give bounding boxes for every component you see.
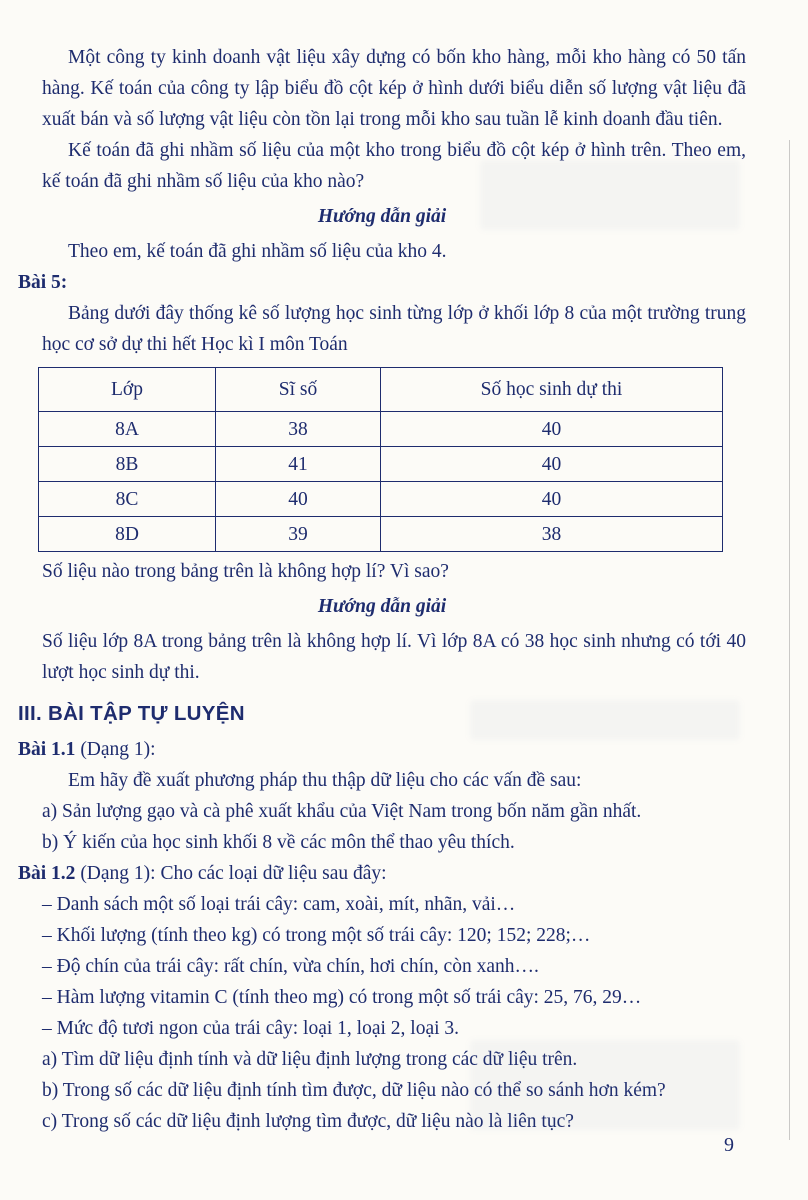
exercise-1-2-question-c: c) Trong số các dữ liệu định lượng tìm được, dữ liệu nào là liên tục? (42, 1111, 574, 1132)
exercise-1-2-label-rest: (Dạng 1): Cho các loại dữ liệu sau đây: (75, 863, 387, 884)
exercise-1-1-item-b: b) Ý kiến của học sinh khối 8 về các môn thể thao yêu thích. (42, 832, 515, 853)
exercise-1-2-question-b: b) Trong số các dữ liệu định tính tìm được, dữ liệu nào có thể so sánh hơn kém? (42, 1080, 666, 1101)
exercise-1-2-label: Bài 1.2 (18, 863, 76, 884)
exercise-1-2-header (18, 858, 746, 889)
table-cell-class: 8A (39, 412, 216, 447)
table-header-row (39, 368, 723, 412)
data-list-item: – Hàm lượng vitamin C (tính theo mg) có trong một số trái cây: 25, 76, 29… (42, 987, 642, 1008)
exercise-1-1-label: Bài 1.1 (18, 739, 76, 760)
table-cell-exam-count: 40 (381, 482, 723, 517)
exercise5-intro-paragraph: Bảng dưới đây thống kê số lượng học sinh từng lớp ở khối lớp 8 của một trường trung học cơ sở dự thi hết Học kì I môn Toán (42, 303, 746, 355)
solution-heading-problem5: Hướng dẫn giải (317, 596, 447, 617)
table-cell-class: 8B (39, 447, 216, 482)
table-header-class: Lớp (39, 368, 216, 412)
data-list-item: – Khối lượng (tính theo kg) có trong một số trái cây: 120; 152; 228;… (42, 925, 591, 946)
problem4-intro-paragraph: Một công ty kinh doanh vật liệu xây dựng có bốn kho hàng, mỗi kho hàng có 50 tấn hàng. Kế toán của công ty lập biểu đồ cột kép ở hình dưới biểu diễn số lượng vật liệu đã xuất bán và số lượng vật liệu còn tồn lại trong mỗi kho sau tuần lễ kinh doanh đầu tiên. (42, 47, 746, 130)
table-row (39, 482, 723, 517)
table-row (39, 412, 723, 447)
exercise5-label-text: Bài 5: (18, 272, 68, 293)
table-cell-size: 39 (216, 517, 381, 552)
table-cell-exam-count: 38 (381, 517, 723, 552)
table-cell-exam-count: 40 (381, 412, 723, 447)
table-row (39, 517, 723, 552)
table-cell-size: 38 (216, 412, 381, 447)
scan-artifact-line (789, 140, 790, 1140)
table-header-exam-count: Số học sinh dự thi (381, 368, 723, 412)
exercise-1-1-intro: Em hãy đề xuất phương pháp thu thập dữ liệu cho các vấn đề sau: (68, 770, 582, 791)
exercise5-question-paragraph: Số liệu nào trong bảng trên là không hợp lí? Vì sao? (42, 561, 449, 582)
section-heading-practice: III. BÀI TẬP TỰ LUYỆN (18, 702, 245, 725)
exercise-1-1-label-rest: (Dạng 1): (75, 739, 156, 760)
exercise5-label (18, 267, 746, 298)
table-row (39, 447, 723, 482)
table-cell-size: 40 (216, 482, 381, 517)
exercise5-solution-paragraph: Số liệu lớp 8A trong bảng trên là không hợp lí. Vì lớp 8A có 38 học sinh nhưng có tới 40 lượt học sinh dự thi. (42, 631, 746, 683)
data-list-item: – Mức độ tươi ngon của trái cây: loại 1, loại 2, loại 3. (42, 1018, 460, 1039)
data-list-item: – Độ chín của trái cây: rất chín, vừa chín, hơi chín, còn xanh…. (42, 956, 539, 977)
solution-heading-problem4: Hướng dẫn giải (317, 206, 447, 227)
table-header-size: Sĩ số (216, 368, 381, 412)
exercise-1-1-item-a: a) Sản lượng gạo và cà phê xuất khẩu của Việt Nam trong bốn năm gần nhất. (42, 801, 642, 822)
table-cell-class: 8C (39, 482, 216, 517)
table-cell-exam-count: 40 (381, 447, 723, 482)
exercise5-table (38, 367, 723, 552)
page-number: 9 (724, 1134, 734, 1156)
exercise-1-1-header (18, 734, 746, 765)
table-cell-size: 41 (216, 447, 381, 482)
problem4-solution-paragraph: Theo em, kế toán đã ghi nhầm số liệu của kho 4. (68, 241, 447, 262)
table-cell-class: 8D (39, 517, 216, 552)
problem4-question-paragraph: Kế toán đã ghi nhầm số liệu của một kho trong biểu đồ cột kép ở hình trên. Theo em, kế toán đã ghi nhầm số liệu của kho nào? (42, 140, 746, 192)
exercise-1-2-question-a: a) Tìm dữ liệu định tính và dữ liệu định lượng trong các dữ liệu trên. (42, 1049, 578, 1070)
data-list-item: – Danh sách một số loại trái cây: cam, xoài, mít, nhãn, vải… (42, 894, 516, 915)
